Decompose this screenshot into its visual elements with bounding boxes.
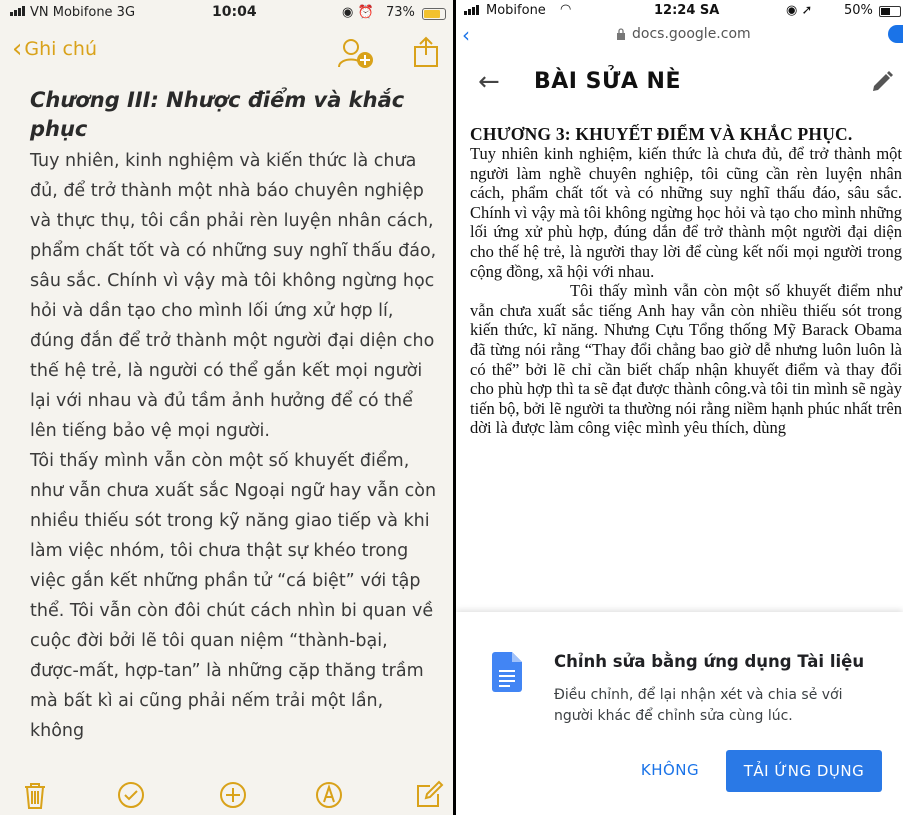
document-paragraph-2: Tôi thấy mình vẫn còn một số khuyết điểm như vẫn chưa xuất sắc tiếng Anh hay vẫn còn nhiều thiếu sót trong kiến thức, kĩ năng. Nhưng Cựu Tổng thống Mỹ Barack Obama đã từng nói rằng “Thay đổi chẳng bao giờ dễ nhưng luôn luôn là có thể” bởi lẽ chỉ cần biết chấp nhận khuyết điểm và thay đổi cho phù hợp thì ta sẽ đạt được thành công.và tôi tin mình sẽ ngày tiến bộ, bởi lẽ người ta thường nói rằng niềm hạnh phúc nhất trên dời là được làm công việc mình yêu thích, dùng [470, 281, 902, 438]
share-icon[interactable] [412, 36, 440, 68]
back-button[interactable] [12, 34, 98, 64]
sheet-description: Điều chỉnh, để lại nhận xét và chia sẻ với người khác để chỉnh sửa cùng lúc. [554, 687, 843, 724]
status-icons: ◉ ➚ [786, 3, 813, 18]
battery-percent: 73% [386, 5, 415, 20]
trash-icon[interactable] [20, 780, 50, 810]
compose-icon[interactable] [414, 780, 444, 810]
add-icon[interactable] [218, 780, 248, 810]
browser-url-bar [456, 22, 903, 48]
wifi-icon: ◠ [560, 2, 572, 17]
battery-percent: 50% [844, 3, 873, 18]
clock: 12:24 SA [654, 3, 720, 18]
battery-icon [422, 8, 446, 20]
open-in-app-sheet [456, 612, 903, 815]
note-paragraph-2: Tôi thấy mình vẫn còn một số khuyết điểm, như vẫn chưa xuất sắc Ngoại ngữ hay vẫn còn nhiều thiếu sót trong kỹ năng giao tiếp và khi làm việc nhóm, tôi chưa thật sự khéo trong việc gắn kết những phần tử “cá biệt” với tập thể. Tôi vẫn còn đôi chút cách nhìn bi quan về cuộc đời bởi lẽ tôi quan niệm “thành-bại, được-mất, hợp-tan” là những cặp thăng trầm mà bất kì ai cũng phải nếm trải một lần, không [30, 451, 437, 741]
chevron-left-icon: ‹ [12, 34, 23, 64]
url-text[interactable]: docs.google.com [632, 26, 751, 42]
signal-icon [464, 5, 479, 15]
arrow-back-icon[interactable]: ← [478, 67, 500, 97]
document-title: BÀI SỬA NÈ [534, 69, 681, 94]
docs-app-bar [456, 55, 903, 111]
notes-nav-bar [0, 30, 453, 74]
carrier-label: VN Mobifone 3G [30, 5, 136, 20]
note-body[interactable] [30, 86, 440, 746]
add-person-icon[interactable] [336, 36, 376, 70]
install-app-button[interactable]: TẢI ỨNG DỤNG [726, 750, 882, 792]
battery-icon [879, 6, 901, 17]
note-title: Chương III: Nhược điểm và khắc phục [30, 88, 405, 141]
back-label: Ghi chú [24, 38, 98, 60]
edit-pencil-icon[interactable] [870, 70, 894, 94]
note-paragraph-1: Tuy nhiên, kinh nghiệm và kiến thức là chưa đủ, để trở thành một nhà báo chuyên nghiệp và thực thụ, tôi cần phải rèn luyện nhân cách, phẩm chất tốt và có những suy nghĩ thấu đáo, sâu sắc. Chính vì vậy mà tôi không ngừng học hỏi và dần tạo cho mình lối ứng xử hợp lí, đúng đắn để trở thành một người đại diện cho thế hệ trẻ, là người có thể gắn kết mọi người lại với nhau và đủ tầm ảnh hưởng để có thể lên tiếng bảo vệ mọi người. [30, 151, 437, 441]
clock: 10:04 [212, 4, 257, 20]
signal-icon [10, 6, 25, 16]
carrier-label: Mobifone [486, 3, 546, 18]
status-bar [0, 0, 453, 28]
status-icons: ◉ ⏰ [342, 5, 374, 20]
status-bar [456, 0, 903, 22]
lock-icon [616, 28, 626, 40]
docs-screen [456, 0, 903, 815]
document-paragraph-1: Tuy nhiên kinh nghiệm, kiến thức là chưa đủ, để trở thành một người làm nghề chuyên nghiệp, tôi cũng cần rèn luyện nhân cách, phẩm chất tốt và có những suy nghĩ thấu đáo, sâu sắc. Chính vì vậy mà tôi không ngừng học hỏi và tạo cho mình những lối ứng xử phù hợp, đúng dắn để trở thành một người đại diện cho thế hệ trẻ, là người thay lời để cùng kết nối mọi người trong cộng đồng, xã hội với nhau. [470, 144, 902, 281]
notes-toolbar [0, 772, 453, 815]
google-docs-icon [492, 652, 522, 692]
document-heading: CHƯƠNG 3: KHUYẾT ĐIỂM VÀ KHẮC PHỤC. [470, 124, 853, 144]
dismiss-button[interactable]: KHÔNG [622, 750, 718, 790]
side-tab-icon[interactable] [888, 25, 903, 43]
sheet-title: Chỉnh sửa bằng ứng dụng Tài liệu [554, 652, 865, 671]
checklist-icon[interactable] [116, 780, 146, 810]
markup-icon[interactable] [314, 780, 344, 810]
browser-back-icon[interactable]: ‹ [462, 23, 470, 47]
document-content[interactable] [470, 124, 902, 438]
